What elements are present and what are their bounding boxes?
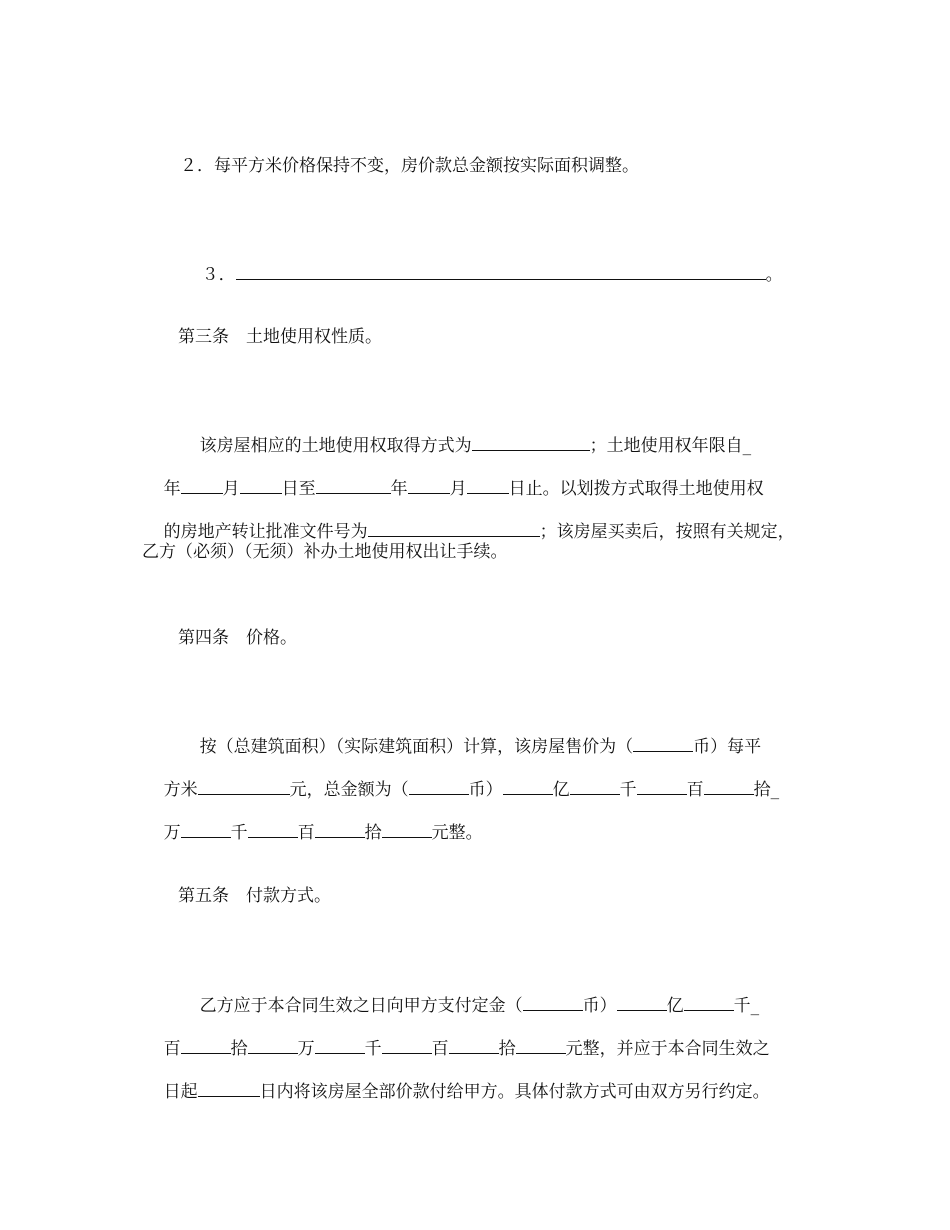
pay-text: 乙方应于本合同生效之日向甲方支付定金（ — [199, 996, 523, 1016]
land-end-day-blank[interactable] — [467, 477, 509, 494]
deposit-bai-blank[interactable] — [181, 1037, 231, 1054]
deposit-bai2-blank[interactable] — [449, 1037, 499, 1054]
pay-text: 万 — [297, 1039, 315, 1059]
price-yuan-blank[interactable] — [382, 821, 432, 838]
price-text: 元，总金额为（ — [289, 780, 409, 800]
price-text: 亿 — [552, 780, 570, 800]
pay-text: 元整，并应于本合同生效之 — [565, 1039, 770, 1059]
article-4-title: 第四条 价格。 — [178, 628, 297, 648]
pay-text: 日内将该房屋全部价款付给甲方。具体付款方式可由双方另行约定。 — [259, 1082, 770, 1102]
item-3-label: ３． — [201, 265, 236, 285]
land-text: 该房屋相应的土地使用权取得方式为 — [199, 436, 472, 456]
price-text: 按（总建筑面积）（实际建筑面积）计算，该房屋售价为（ — [199, 737, 634, 757]
land-line-4: 乙方（必须）（无须）补办土地使用权出让手续。 — [142, 542, 508, 562]
item-3-end: 。 — [765, 265, 783, 285]
deposit-yuan-blank[interactable] — [516, 1037, 566, 1054]
price-text: 元整。 — [431, 823, 483, 843]
pay-text: 千_ — [733, 996, 760, 1016]
price-text: 百 — [297, 823, 315, 843]
payment-days-blank[interactable] — [198, 1080, 260, 1097]
pay-text: 亿 — [666, 996, 684, 1016]
price-text: 千 — [619, 780, 637, 800]
pay-text: 百 — [431, 1039, 449, 1059]
price-wan-qian-blank[interactable] — [181, 821, 231, 838]
deposit-yi-blank[interactable] — [617, 994, 667, 1011]
land-text: 月 — [449, 479, 467, 499]
land-text: 年 — [163, 479, 181, 499]
price-per-sqm-blank[interactable] — [198, 778, 290, 795]
item-2: ２．每平方米价格保持不变，房价款总金额按实际面积调整。 — [180, 156, 639, 176]
land-text: 月 — [222, 479, 240, 499]
land-text: 的房地产转让批准文件号为 — [163, 522, 368, 542]
pay-text: 拾 — [230, 1039, 248, 1059]
land-text: 日止。以划拨方式取得土地使用权 — [508, 479, 764, 499]
pay-text: 日起 — [163, 1082, 198, 1102]
land-acquire-method-blank[interactable] — [472, 434, 590, 451]
land-text: ；该房屋买卖后，按照有关规定， — [539, 522, 795, 542]
land-end-month-blank[interactable] — [408, 477, 450, 494]
price-currency-blank[interactable] — [633, 735, 693, 752]
price-text: 拾 — [364, 823, 382, 843]
land-text: 年 — [390, 479, 408, 499]
price-text: 万 — [163, 823, 181, 843]
price-text: 拾_ — [753, 780, 780, 800]
price-total-currency-blank[interactable] — [409, 778, 469, 795]
price-line-3 — [142, 799, 483, 866]
article-5-title: 第五条 付款方式。 — [178, 886, 331, 906]
deposit-qian2-blank[interactable] — [382, 1037, 432, 1054]
price-shi-blank[interactable] — [704, 778, 754, 795]
price-qian-blank[interactable] — [570, 778, 620, 795]
price-yi-blank[interactable] — [503, 778, 553, 795]
pay-line-3 — [142, 1058, 770, 1125]
land-text: ；土地使用权年限自_ — [589, 436, 752, 456]
land-text: 日至 — [281, 479, 316, 499]
price-text: 币） — [468, 780, 503, 800]
land-end-year-blank[interactable] — [316, 477, 391, 494]
deposit-currency-blank[interactable] — [523, 994, 583, 1011]
land-month-blank[interactable] — [240, 477, 282, 494]
price-wan-bai-blank[interactable] — [248, 821, 298, 838]
deposit-wan-blank[interactable] — [315, 1037, 365, 1054]
price-bai-blank[interactable] — [637, 778, 687, 795]
deposit-shi-blank[interactable] — [248, 1037, 298, 1054]
pay-text: 拾 — [498, 1039, 516, 1059]
pay-text: 百 — [163, 1039, 181, 1059]
price-wan-shi-blank[interactable] — [315, 821, 365, 838]
item-3 — [180, 241, 783, 308]
land-approval-no-blank[interactable] — [368, 520, 540, 537]
price-text: 千 — [230, 823, 248, 843]
pay-text: 币） — [582, 996, 617, 1016]
item-3-blank[interactable] — [236, 263, 766, 280]
price-text: 百 — [686, 780, 704, 800]
price-text: 方米 — [163, 780, 198, 800]
price-text: 币）每平 — [693, 737, 762, 757]
deposit-qian-blank[interactable] — [684, 994, 734, 1011]
pay-text: 千 — [364, 1039, 382, 1059]
article-3-title: 第三条 土地使用权性质。 — [178, 327, 382, 347]
land-year-blank[interactable] — [181, 477, 223, 494]
